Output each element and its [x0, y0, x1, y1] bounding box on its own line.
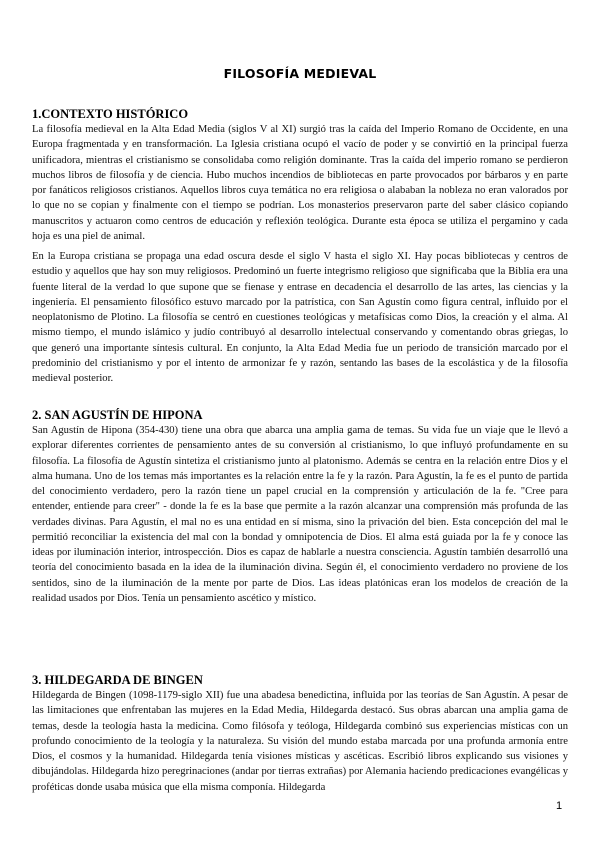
section-paragraph: La filosofía medieval en la Alta Edad Media (siglos V al XI) surgió tras la caída del Imperio Romano de Occidente, en una Europa fragmentada y en transformación. La Iglesia cristiana ocupó el vacío de poder y se convirtió en la principal fuerza unificadora, mientras el cristianismo se consolidaba como religión dominante. Tras la caída del imperio romano se perdieron muchos libros de filosofía y de ciencia. Hubo muchos incendios de bibliotecas en parte provocados por bárbaros y en parte por fanáticos religiosos cristianos. Aquellos libros cuya temática no era religiosa o alababan la nobleza no eran valorados por lo que no se copian y finalmente con el tiempo se podrían. Los monasterios preservaron parte del saber clásico copiando manuscritos y actuaron como centros de educación y reflexión teológica. Durante esta época se utiliza el pergamino y cada hoja es una piel de animal.: [32, 124, 568, 242]
section-paragraph: San Agustín de Hipona (354-430) tiene una obra que abarca una amplia gama de temas. Su vida fue un viaje que le llevó a explorar diferentes corrientes de pensamiento antes de su conversión al cristianismo, lo que influyó profundamente en su filosofía. La filosofía de Agustín sintetiza el cristianismo junto al platonismo. Además se centra en la relación entre Dios y el alma humana. Uno de los temas más importantes es la relación entre la fe y la razón. Para Agustín, la fe es el punto de partida del conocimiento verdadero, pero la razón tiene un papel crucial en la comprensión y articulación de la fe. "Cree para entender, entiende para creer" - donde la fe es la base que permite a la razón alcanzar una comprensión más profunda de las verdades divinas. Para Agustín, el mal no es una entidad en sí misma, sino la privación del bien. Esta concepción del mal le permitió reconciliar la existencia del mal con la bondad y omnipotencia de Dios. El alma está guiada por la fe y conoce las ideas por iluminación interior, introspección. Dios es capaz de hablarle a nuestra consciencia. Agustín también desarrolló una teoría del conocimiento basada en la idea de la iluminación divina. Según él, el conocimiento verdadero no proviene de los sentidos, sino de la iluminación de la mente por parte de Dios. Las ideas platónicas eran los modelos de creación de la realidad usados por Dios. Tenía un pensamiento ascético y místico.: [32, 425, 568, 604]
section-heading-hildegarda: 3. HILDEGARDA DE BINGEN: [32, 673, 203, 687]
section-heading-contexto: 1.CONTEXTO HISTÓRICO: [32, 107, 189, 121]
page-title: FILOSOFÍA MEDIEVAL: [223, 66, 377, 81]
section-paragraph: Hildegarda de Bingen (1098-1179-siglo XII) fue una abadesa benedictina, influida por las teorías de San Agustín. A pesar de las limitaciones que enfrentaban las mujeres en la Edad Media, Hildegarda destacó. Sus obras abarcan una amplia gama de temas, desde la teología hasta la medicina. Como filósofa y teóloga, Hildegarda combinó sus experiencias místicas con un profundo conocimiento de la teología y la naturaleza. Su visión del mundo estaba marcada por una profunda armonía entre Dios, el cosmos y la humanidad. Hildegarda tenía visiones místicas y ascéticas. Escribió libros explicando sus visiones y dibujándolas. Hildegarda hizo peregrinaciones (andar por tierras extrañas) por Alemania haciendo predicaciones evangélicas y proféticas donde usaba música que ella misma componía. Hildegarda: [32, 690, 568, 793]
section-heading-san-agustin: 2. SAN AGUSTÍN DE HIPONA: [32, 408, 203, 422]
page-number: 1: [556, 800, 563, 812]
section-paragraph: En la Europa cristiana se propaga una edad oscura desde el siglo V hasta el siglo XI. Hay pocas bibliotecas y centros de estudio y aquellos que hay son muy religiosos. Predominó un fuerte integrismo religioso que significaba que la Biblia era una fuente literal de la verdad lo que supone que se fienase y entrase en decadencia el desarrollo de las artes, las ciencias y la ingeniería. El pensamiento filosófico estuvo marcado por la patrística, con San Agustín como figura central, influido por el neoplatonismo de Plotino. La filosofía se centró en cuestiones teológicas y metafísicas como Dios, la creación y el alma. Al mismo tiempo, el mundo islámico y judío contribuyó al desarrollo intelectual conservando y comentando obras griegas, lo que generó una importante síntesis cultural. En conjunto, la Alta Edad Media fue un periodo de transición marcado por el predominio del cristianismo y por el intento de armonizar fe y razón, sentando las bases de la escolástica y de la filosofía medieval posterior.: [32, 251, 568, 384]
